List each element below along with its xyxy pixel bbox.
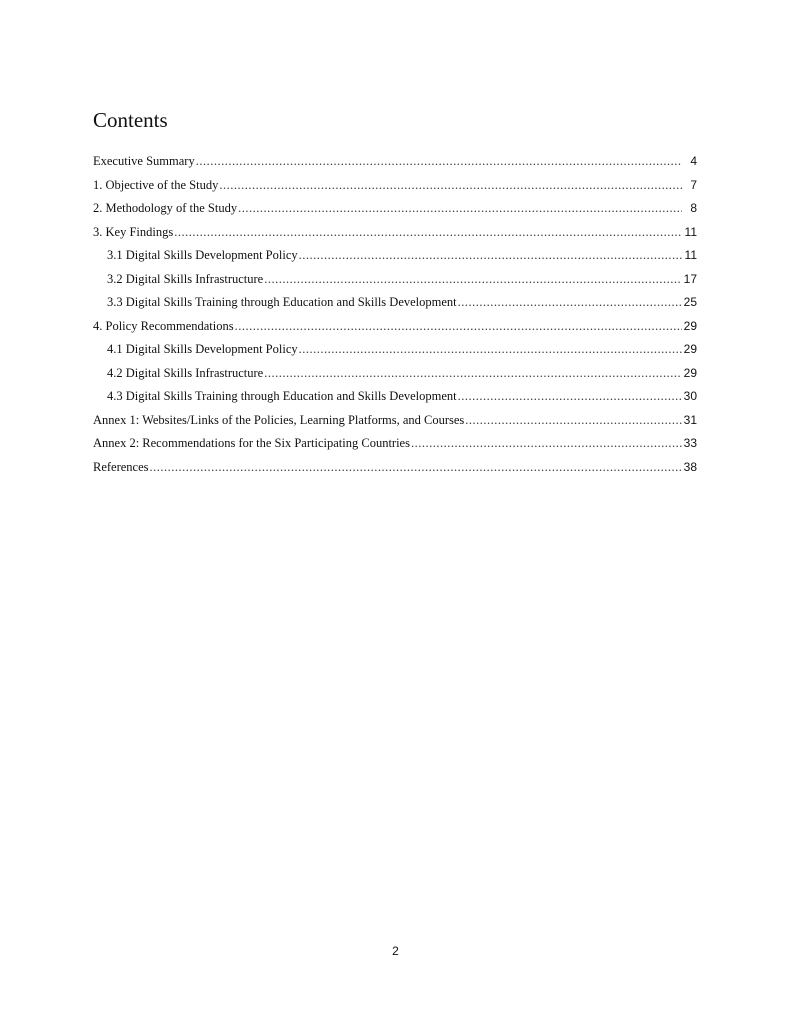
toc-entry-title: 2. Methodology of the Study xyxy=(93,201,238,215)
toc-entry-page: 33 xyxy=(683,436,697,450)
toc-entry-title: 4.2 Digital Skills Infrastructure xyxy=(107,365,264,380)
toc-entry-objective[interactable] xyxy=(93,174,697,198)
toc-entry-title: Annex 1: Websites/Links of the Policies, Learning Platforms, and Courses xyxy=(93,412,465,427)
toc-entry-page: 11 xyxy=(684,224,697,239)
toc-dot-leader xyxy=(458,385,682,409)
toc-entry-policy-recommendations[interactable] xyxy=(93,315,697,339)
page-number: 2 xyxy=(392,944,399,958)
toc-dot-leader xyxy=(299,244,682,268)
toc-entry-annex-2[interactable] xyxy=(93,432,697,456)
toc-dot-leader xyxy=(196,150,682,174)
toc-entry-executive-summary[interactable] xyxy=(93,150,697,174)
toc-entry-title: 3.3 Digital Skills Training through Education and Skills Development xyxy=(107,295,457,309)
toc-entry-title: 3.1 Digital Skills Development Policy xyxy=(107,248,298,262)
toc-entry-title: Executive Summary xyxy=(93,154,195,168)
toc-dot-leader xyxy=(219,174,682,198)
toc-entry-recommendations-policy[interactable] xyxy=(93,338,697,362)
toc-entry-page: 4 xyxy=(690,154,697,168)
toc-entry-title: 3. Key Findings xyxy=(93,224,174,239)
toc-entry-title: Annex 2: Recommendations for the Six Participating Countries xyxy=(93,436,410,450)
toc-dot-leader xyxy=(150,456,682,480)
toc-dot-leader xyxy=(174,221,682,245)
toc-entry-key-findings[interactable] xyxy=(93,221,697,245)
toc-entry-page: 17 xyxy=(683,271,697,286)
toc-entry-page: 31 xyxy=(683,412,697,427)
toc-dot-leader xyxy=(458,291,682,315)
toc-dot-leader xyxy=(264,268,682,292)
toc-entry-page: 25 xyxy=(683,295,697,309)
toc-dot-leader xyxy=(411,432,682,456)
toc-entry-title: 4.1 Digital Skills Development Policy xyxy=(107,342,298,356)
toc-entry-findings-training[interactable] xyxy=(93,291,697,315)
toc-entry-page: 29 xyxy=(683,342,697,356)
toc-entry-page: 7 xyxy=(690,177,697,192)
toc-entry-page: 29 xyxy=(683,318,697,333)
toc-entry-recommendations-training[interactable] xyxy=(93,385,697,409)
toc-dot-leader xyxy=(235,315,682,339)
toc-entry-references[interactable] xyxy=(93,456,697,480)
toc-entry-page: 29 xyxy=(683,365,697,380)
toc-entry-title: 1. Objective of the Study xyxy=(93,177,219,192)
toc-entry-page: 30 xyxy=(683,389,697,403)
toc-dot-leader xyxy=(299,338,682,362)
table-of-contents xyxy=(93,150,697,479)
toc-entry-methodology[interactable] xyxy=(93,197,697,221)
toc-entry-findings-infrastructure[interactable] xyxy=(93,268,697,292)
toc-entry-findings-policy[interactable] xyxy=(93,244,697,268)
toc-dot-leader xyxy=(465,409,682,433)
toc-entry-recommendations-infrastructure[interactable] xyxy=(93,362,697,386)
toc-entry-title: 3.2 Digital Skills Infrastructure xyxy=(107,271,264,286)
toc-entry-title: 4. Policy Recommendations xyxy=(93,318,234,333)
toc-entry-title: References xyxy=(93,459,149,474)
toc-entry-title: 4.3 Digital Skills Training through Education and Skills Development xyxy=(107,389,457,403)
toc-dot-leader xyxy=(238,197,682,221)
toc-entry-annex-1[interactable] xyxy=(93,409,697,433)
toc-entry-page: 38 xyxy=(683,459,697,474)
toc-entry-page: 11 xyxy=(684,248,697,262)
toc-entry-page: 8 xyxy=(690,201,697,215)
toc-dot-leader xyxy=(264,362,682,386)
contents-heading: Contents xyxy=(93,108,168,132)
